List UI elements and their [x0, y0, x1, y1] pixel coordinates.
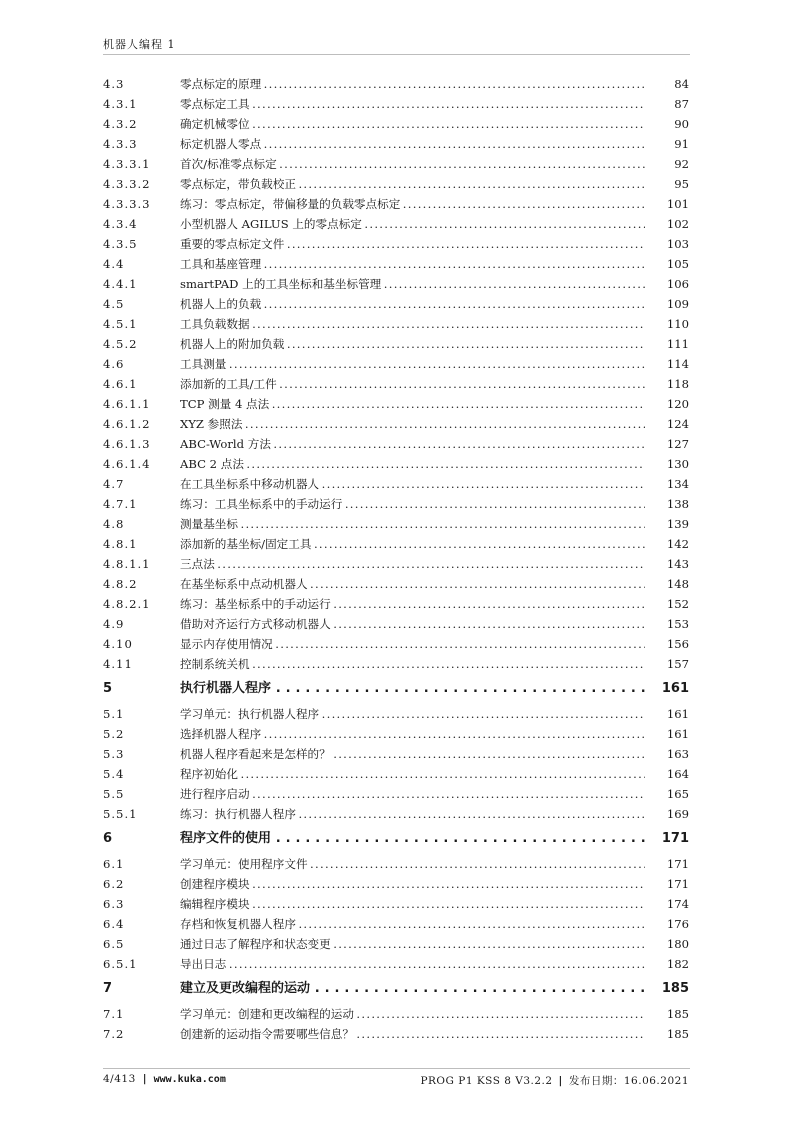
- toc-entry[interactable]: [103, 134, 689, 154]
- toc-entry-page: 87: [674, 97, 689, 111]
- toc-entry-page: 180: [666, 937, 689, 951]
- toc-entry-number: 4.5: [103, 297, 125, 311]
- toc-entry-page: 84: [674, 77, 689, 91]
- toc-entry-title: 执行机器人程序 . . .: [180, 674, 645, 704]
- toc-entry[interactable]: [103, 634, 689, 654]
- toc-entry-page: 171: [666, 877, 689, 891]
- toc-entry[interactable]: [103, 74, 689, 94]
- toc-entry-page: 171: [666, 857, 689, 871]
- toc-entry-number: 4.7.1: [103, 497, 138, 511]
- toc-entry-number: 4.6.1.4: [103, 457, 151, 471]
- toc-entry-title: 零点标定的原理 . . .: [180, 74, 645, 94]
- toc-entry[interactable]: [103, 294, 689, 314]
- toc-entry-page: 165: [666, 787, 689, 801]
- toc-entry[interactable]: [103, 594, 689, 614]
- toc-entry[interactable]: [103, 374, 689, 394]
- toc-entry-title: 显示内存使用情况 . . .: [180, 634, 645, 654]
- toc-entry-page: 148: [666, 577, 689, 591]
- toc-entry-number: 4.5.2: [103, 337, 138, 351]
- toc-entry[interactable]: [103, 764, 689, 784]
- toc-entry-page: 95: [674, 177, 689, 191]
- toc-entry-page: 138: [666, 497, 689, 511]
- toc-entry-page: 143: [666, 557, 689, 571]
- toc-entry-title: 机器人程序看起来是怎样的？ . . .: [180, 744, 645, 764]
- toc-entry-page: 106: [666, 277, 689, 291]
- toc-entry-number: 4.5.1: [103, 317, 138, 331]
- toc-chapter-entry[interactable]: [103, 824, 689, 854]
- toc-entry[interactable]: [103, 554, 689, 574]
- toc-entry-title: ABC-World 方法 . . .: [180, 434, 645, 454]
- toc-entry-number: 4.3.3.1: [103, 157, 151, 171]
- toc-entry-page: 139: [666, 517, 689, 531]
- toc-entry-number: 5.1: [103, 707, 125, 721]
- toc-entry-page: 142: [666, 537, 689, 551]
- toc-entry-page: 90: [674, 117, 689, 131]
- toc-entry-number: 4.6.1.1: [103, 397, 151, 411]
- toc-entry-number: 4.3.3.3: [103, 197, 151, 211]
- toc-entry-number: 6.3: [103, 897, 125, 911]
- toc-entry-page: 169: [666, 807, 689, 821]
- toc-entry-page: 110: [666, 317, 689, 331]
- toc-entry-title: 选择机器人程序 . . .: [180, 724, 645, 744]
- toc-entry-number: 4.3.5: [103, 237, 138, 251]
- toc-entry[interactable]: [103, 414, 689, 434]
- toc-entry-title: 通过日志了解程序和状态变更 . . .: [180, 934, 645, 954]
- toc-entry-title: 工具和基座管理 . . .: [180, 254, 645, 274]
- toc-entry-title: 零点标定工具 . . .: [180, 94, 645, 114]
- toc-entry[interactable]: [103, 954, 689, 974]
- toc-entry-number: 4.9: [103, 617, 125, 631]
- toc-entry-title: 工具测量 . . .: [180, 354, 645, 374]
- toc-entry-page: 130: [666, 457, 689, 471]
- toc-entry-page: 182: [666, 957, 689, 971]
- toc-entry-number: 6.2: [103, 877, 125, 891]
- toc-entry-page: 161: [666, 727, 689, 741]
- toc-entry-title: 学习单元：创建和更改编程的运动 . . .: [180, 1004, 645, 1024]
- toc-entry-number: 4.10: [103, 637, 133, 651]
- toc-entry-title: 工具负载数据 . . .: [180, 314, 645, 334]
- toc-entry[interactable]: [103, 454, 689, 474]
- footer-divider: [103, 1068, 690, 1069]
- toc-entry[interactable]: [103, 724, 689, 744]
- toc-entry-title: 标定机器人零点 . . .: [180, 134, 645, 154]
- toc-entry-title: 练习：执行机器人程序 . . .: [180, 804, 645, 824]
- toc-chapter-entry[interactable]: [103, 974, 689, 1004]
- toc-entry-number: 4.8: [103, 517, 125, 531]
- toc-entry-title: 创建程序模块 . . .: [180, 874, 645, 894]
- toc-entry-title: 在工具坐标系中移动机器人 . . .: [180, 474, 645, 494]
- toc-entry-page: 120: [666, 397, 689, 411]
- toc-entry-number: 6.5: [103, 937, 125, 951]
- toc-entry-title: 机器人上的负载 . . .: [180, 294, 645, 314]
- footer-right: [420, 1073, 689, 1088]
- toc-entry-title: 进行程序启动 . . .: [180, 784, 645, 804]
- toc-entry-title: 添加新的工具/工件 . . .: [180, 374, 645, 394]
- toc-entry-number: 4.11: [103, 657, 133, 671]
- toc-entry-page: 176: [666, 917, 689, 931]
- toc-entry[interactable]: [103, 804, 689, 824]
- toc-entry-page: 185: [666, 1007, 689, 1021]
- toc-entry-number: 4.3.3.2: [103, 177, 151, 191]
- toc-entry-title: ABC 2 点法 . . .: [180, 454, 645, 474]
- toc-entry[interactable]: [103, 574, 689, 594]
- toc-entry[interactable]: [103, 1024, 689, 1044]
- toc-entry-number: 4.4: [103, 257, 125, 271]
- toc-entry-title: 存档和恢复机器人程序 . . .: [180, 914, 645, 934]
- footer-separator: |: [558, 1075, 563, 1087]
- toc-entry-number: 6.1: [103, 857, 125, 871]
- toc-entry-number: 4.7: [103, 477, 125, 491]
- toc-entry-number: 4.3.1: [103, 97, 138, 111]
- running-header: [103, 36, 689, 52]
- toc-entry-number: 4.6.1: [103, 377, 138, 391]
- toc-entry-title: XYZ 参照法 . . .: [180, 414, 645, 434]
- toc-entry-title: 机器人上的附加负载 . . .: [180, 334, 645, 354]
- toc-entry-page: 127: [666, 437, 689, 451]
- toc-entry[interactable]: [103, 394, 689, 414]
- header-title: 机器人编程 1: [103, 38, 176, 51]
- toc-entry-number: 4.8.1: [103, 537, 138, 551]
- toc-entry-number: 7: [103, 981, 113, 996]
- toc-entry-title: 练习：基坐标系中的手动运行 . . .: [180, 594, 645, 614]
- toc-entry-page: 103: [666, 237, 689, 251]
- toc-entry-page: 185: [661, 981, 689, 996]
- toc-entry-page: 91: [674, 137, 689, 151]
- toc-entry-page: 118: [666, 377, 689, 391]
- toc-entry-number: 4.6.1.2: [103, 417, 151, 431]
- toc-entry-number: 4.3.4: [103, 217, 138, 231]
- toc-entry[interactable]: [103, 314, 689, 334]
- table-of-contents: [103, 74, 689, 1044]
- toc-entry[interactable]: [103, 854, 689, 874]
- toc-entry[interactable]: [103, 874, 689, 894]
- toc-entry-title: 练习：工具坐标系中的手动运行 . . .: [180, 494, 645, 514]
- toc-entry-title: TCP 测量 4 点法 . . .: [180, 394, 645, 414]
- toc-entry[interactable]: [103, 94, 689, 114]
- footer-separator: |: [142, 1073, 147, 1085]
- header-divider: [103, 54, 690, 55]
- toc-entry-number: 6: [103, 831, 113, 846]
- toc-entry-title: 控制系统关机 . . .: [180, 654, 645, 674]
- toc-entry-title: 在基坐标系中点动机器人 . . .: [180, 574, 645, 594]
- toc-entry-page: 134: [666, 477, 689, 491]
- toc-entry[interactable]: [103, 434, 689, 454]
- toc-entry-page: 105: [666, 257, 689, 271]
- toc-entry-number: 5.4: [103, 767, 125, 781]
- toc-entry-page: 161: [661, 681, 689, 696]
- toc-entry[interactable]: [103, 744, 689, 764]
- toc-entry[interactable]: [103, 1004, 689, 1024]
- toc-entry-title: 测量基坐标 . . .: [180, 514, 645, 534]
- toc-entry-page: 92: [674, 157, 689, 171]
- toc-entry-page: 171: [661, 831, 689, 846]
- toc-entry-number: 4.3.3: [103, 137, 138, 151]
- toc-entry[interactable]: [103, 894, 689, 914]
- toc-entry-title: 小型机器人 AGILUS 上的零点标定 . . .: [180, 214, 645, 234]
- toc-entry-page: 164: [666, 767, 689, 781]
- toc-entry-title: 建立及更改编程的运动 . . .: [180, 974, 645, 1004]
- toc-entry-title: 首次/标准零点标定 . . .: [180, 154, 645, 174]
- toc-entry-page: 153: [666, 617, 689, 631]
- toc-entry[interactable]: [103, 514, 689, 534]
- toc-entry-number: 5.5: [103, 787, 125, 801]
- toc-entry[interactable]: [103, 614, 689, 634]
- toc-entry-number: 5: [103, 681, 113, 696]
- toc-entry-page: 185: [666, 1027, 689, 1041]
- toc-entry[interactable]: [103, 494, 689, 514]
- toc-entry-title: 确定机械零位 . . .: [180, 114, 645, 134]
- toc-entry[interactable]: [103, 334, 689, 354]
- toc-entry-title: 重要的零点标定文件 . . .: [180, 234, 645, 254]
- toc-entry-number: 4.3.2: [103, 117, 138, 131]
- toc-entry-number: 4.4.1: [103, 277, 138, 291]
- toc-entry[interactable]: [103, 934, 689, 954]
- toc-entry-page: 161: [666, 707, 689, 721]
- toc-entry-page: 111: [666, 337, 689, 351]
- toc-entry-title: 学习单元：执行机器人程序 . . .: [180, 704, 645, 724]
- toc-entry-title: 程序文件的使用 . . .: [180, 824, 645, 854]
- toc-entry-number: 4.6.1.3: [103, 437, 151, 451]
- footer-left: [103, 1073, 226, 1085]
- toc-entry-title: 三点法 . . .: [180, 554, 645, 574]
- toc-entry[interactable]: [103, 154, 689, 174]
- toc-entry-number: 5.3: [103, 747, 125, 761]
- toc-entry-title: 程序初始化 . . .: [180, 764, 645, 784]
- toc-entry-page: 163: [666, 747, 689, 761]
- release-date: 发布日期：16.06.2021: [568, 1075, 689, 1087]
- toc-entry[interactable]: [103, 274, 689, 294]
- toc-entry-number: 4.8.2.1: [103, 597, 151, 611]
- toc-entry-title: 零点标定，带负载校正 . . .: [180, 174, 645, 194]
- toc-entry[interactable]: [103, 254, 689, 274]
- toc-entry-title: 练习：零点标定，带偏移量的负载零点标定 . . .: [180, 194, 645, 214]
- toc-entry-page: 101: [666, 197, 689, 211]
- toc-entry[interactable]: [103, 784, 689, 804]
- toc-entry-title: 添加新的基坐标/固定工具 . . .: [180, 534, 645, 554]
- toc-entry[interactable]: [103, 474, 689, 494]
- toc-entry-page: 152: [666, 597, 689, 611]
- toc-entry[interactable]: [103, 704, 689, 724]
- page-number: 4/413: [103, 1073, 136, 1085]
- toc-entry-page: 114: [666, 357, 689, 371]
- toc-entry[interactable]: [103, 354, 689, 374]
- toc-entry-number: 4.8.1.1: [103, 557, 151, 571]
- toc-entry[interactable]: [103, 194, 689, 214]
- toc-entry-number: 7.2: [103, 1027, 125, 1041]
- toc-entry-number: 7.1: [103, 1007, 125, 1021]
- toc-entry-title: 导出日志 . . .: [180, 954, 645, 974]
- toc-entry[interactable]: [103, 534, 689, 554]
- document-id: PROG P1 KSS 8 V3.2.2: [420, 1075, 553, 1087]
- toc-entry[interactable]: [103, 234, 689, 254]
- toc-entry-number: 4.8.2: [103, 577, 138, 591]
- toc-entry-page: 124: [666, 417, 689, 431]
- toc-entry-page: 156: [666, 637, 689, 651]
- toc-entry[interactable]: [103, 654, 689, 674]
- toc-entry-title: 创建新的运动指令需要哪些信息？ . . .: [180, 1024, 645, 1044]
- toc-entry-number: 5.2: [103, 727, 125, 741]
- toc-chapter-entry[interactable]: [103, 674, 689, 704]
- toc-entry-number: 5.5.1: [103, 807, 138, 821]
- toc-entry-page: 174: [666, 897, 689, 911]
- toc-entry-number: 6.4: [103, 917, 125, 931]
- toc-entry[interactable]: [103, 914, 689, 934]
- toc-entry-title: 借助对齐运行方式移动机器人 . . .: [180, 614, 645, 634]
- toc-entry[interactable]: [103, 174, 689, 194]
- toc-entry-title: smartPAD 上的工具坐标和基坐标管理 . . .: [180, 274, 645, 294]
- toc-entry-title: 学习单元：使用程序文件 . . .: [180, 854, 645, 874]
- toc-entry-page: 157: [666, 657, 689, 671]
- toc-entry[interactable]: [103, 114, 689, 134]
- toc-entry-page: 102: [666, 217, 689, 231]
- toc-entry-number: 4.3: [103, 77, 125, 91]
- toc-entry[interactable]: [103, 214, 689, 234]
- toc-entry-page: 109: [666, 297, 689, 311]
- toc-entry-number: 4.6: [103, 357, 125, 371]
- toc-entry-number: 6.5.1: [103, 957, 138, 971]
- toc-entry-title: 编辑程序模块 . . .: [180, 894, 645, 914]
- website-link[interactable]: www.kuka.com: [153, 1074, 226, 1085]
